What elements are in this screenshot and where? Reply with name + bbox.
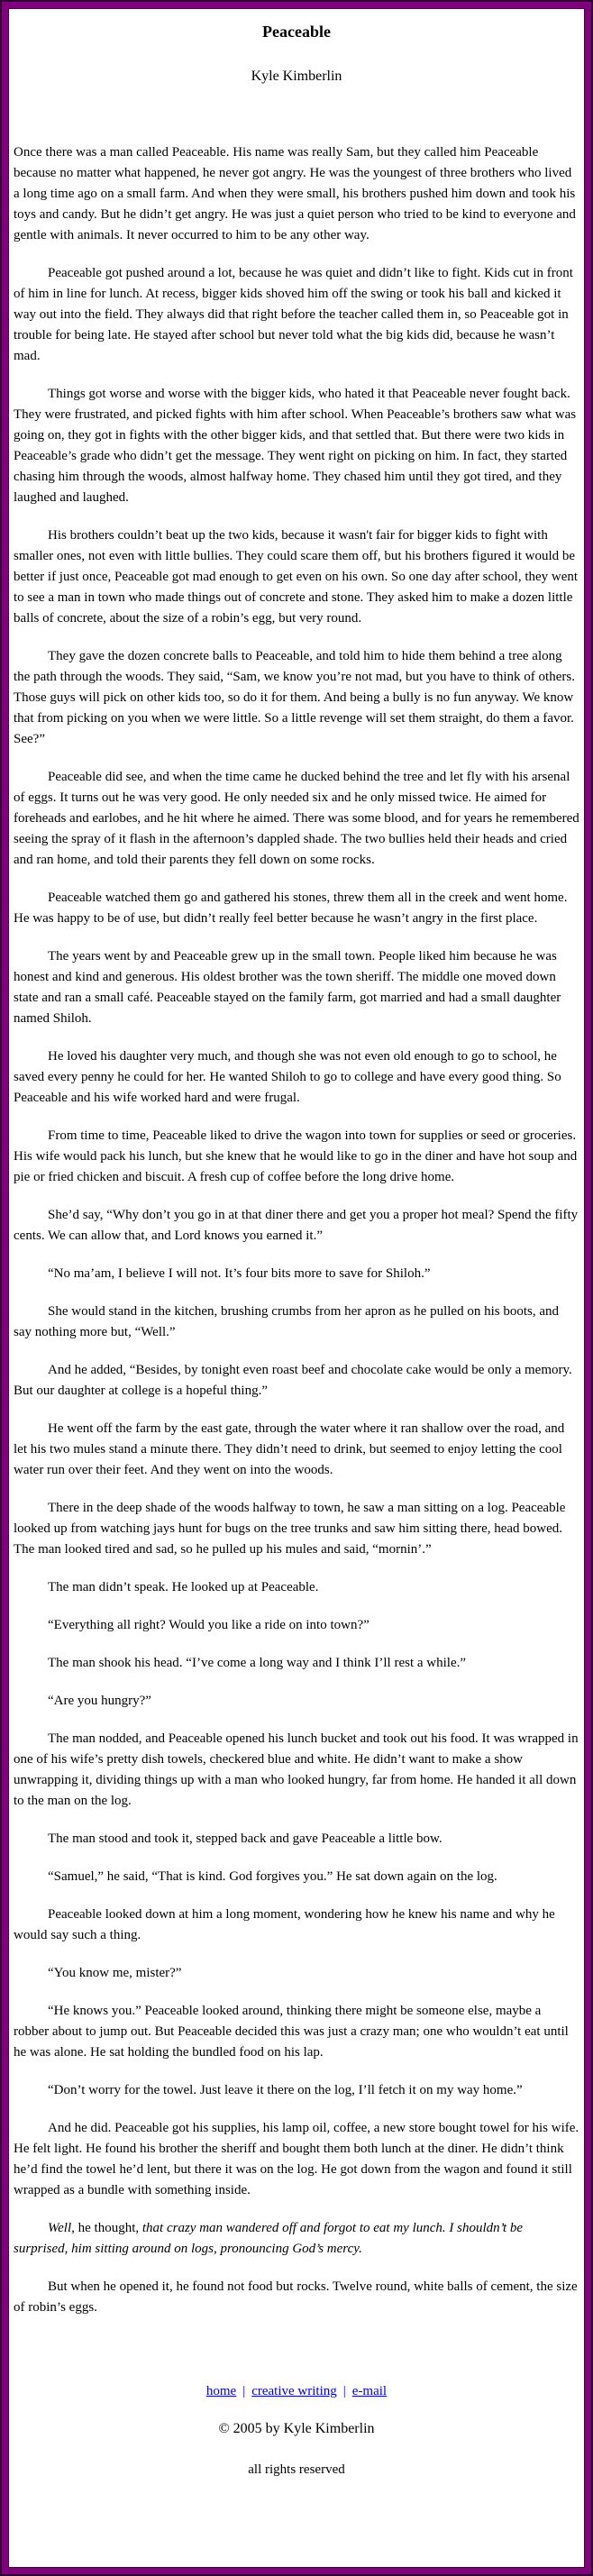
story-paragraph: [14, 1498, 579, 1560]
story-paragraph: [14, 1653, 579, 1674]
story-text: “You know me, mister?”: [48, 1966, 182, 1980]
story-paragraph: [14, 525, 579, 629]
story-text: From time to time, Peaceable liked to drive the wagon into town for supplies or seed or groceries. His wife would pack his lunch, but she knew that he would like to go in the diner and have hot soup and pie or fried chicken and biscuit. A fresh cup of coffee before the long drive home.: [14, 1128, 578, 1184]
story-paragraph: [14, 1577, 579, 1598]
story-paragraph: [14, 1419, 579, 1481]
story-text: But when he opened it, he found not food but rocks. Twelve round, white balls of cement, the size of robin’s eggs.: [14, 2279, 578, 2315]
story-body: [14, 142, 579, 2318]
story-paragraph: [14, 2080, 579, 2101]
story-paragraph: [14, 2277, 579, 2318]
story-text: Once there was a man called Peaceable. His name was really Sam, but they called him Peaceable because no matter what happened, he never got angry. He was the youngest of three brothers who lived a long time ago on a small farm. And when they were small, his brothers pushed him down and took his toys and candy. But he didn’t get angry. He was just a quiet person who tried to be kind to everyone and gentle with animals. It never occurred to him to be any other way.: [14, 145, 576, 242]
copyright-notice: © 2005 by Kyle Kimberlin: [218, 2421, 375, 2436]
story-paragraph: [14, 1867, 579, 1887]
story-paragraph: [14, 1264, 579, 1284]
author-byline: Kyle Kimberlin: [251, 69, 342, 84]
page-title: Peaceable: [262, 23, 331, 41]
story-paragraph: [14, 2118, 579, 2201]
story-paragraph: [14, 946, 579, 1029]
story-paragraph: [14, 384, 579, 508]
story-text: And he did. Peaceable got his supplies, his lamp oil, coffee, a new store bought towel for his wife. He felt light. He found his brother the sheriff and bought them both lunch at the diner. He didn’t think he’d find the towel he’d lent, but there it was on the log. He got down from the wagon and found it still wrapped as a bundle with something inside.: [14, 2121, 579, 2197]
story-text: His brothers couldn’t beat up the two kids, because it wasn't fair for bigger kids to fight with smaller ones, not even with little bullies. They could scare them off, but his brothers figured it would be better if just once, Peaceable got mad enough to get even on his own. So one day after school, they went to see a man in town who made things out of concrete and stone. They asked him to make a dozen little balls of concrete, about the size of a robin’s egg, but very round.: [14, 528, 579, 626]
footer-link-e-mail[interactable]: e-mail: [351, 2384, 388, 2398]
story-text: She’d say, “Why don’t you go in at that diner there and get you a proper hot meal? Spend the fifty cents. We can allow that, and Lord knows you earned it.”: [14, 1208, 579, 1243]
story-text: “Are you hungry?”: [48, 1694, 151, 1708]
story-text: They gave the dozen concrete balls to Peaceable, and told him to hide them behind a tree along the path through the woods. They said, “Sam, we know you’re not mad, but you have to think of others. Those guys will pick on other kids too, so do it for them. And being a bully is no fun anyway. We know that from picking on you when we were little. So a little revenge will set them straight, do them a favor. See?”: [14, 649, 575, 746]
story-text: Peaceable did see, and when the time came he ducked behind the tree and let fly with his arsenal of eggs. It turns out he was very good. He only needed six and he only missed twice. He aimed for foreheads and earlobes, and he hit where he aimed. There was some blood, and for years he remembered seeing the spray of it flash in the afternoon’s dappled shade. The two bullies held their heads and cried and ran home, and told their parents they fell down on some rocks.: [14, 770, 579, 867]
story-text: The years went by and Peaceable grew up in the small town. People liked him because he was honest and kind and generous. His oldest brother was the town sheriff. The middle one moved down state and ran a small café. Peaceable stayed on the family farm, got married and had a small daughter named Shiloh.: [14, 949, 561, 1026]
story-paragraph: [14, 1829, 579, 1850]
story-text: Peaceable watched them go and gathered his stones, threw them all in the creek and went home. He was happy to be of use, but didn’t really feel better because he wasn’t angry in the first place.: [14, 891, 568, 926]
story-paragraph: [14, 1360, 579, 1402]
story-text: “No ma’am, I believe I will not. It’s four bits more to save for Shiloh.”: [48, 1266, 431, 1281]
page-content: [8, 8, 585, 2568]
story-paragraph: [14, 1905, 579, 1946]
story-text: “He knows you.” Peaceable looked around, thinking there might be someone else, maybe a robber about to jump out. But Peaceable decided this was just a crazy man; one who wouldn’t eat until he was alone. He sat holding the bundled food on his lap.: [14, 2004, 569, 2060]
story-paragraph: [14, 646, 579, 750]
footer-nav: [14, 2381, 579, 2402]
story-text: She would stand in the kitchen, brushing crumbs from her apron as he pulled on his boots, and say nothing more but, “Well.”: [14, 1304, 559, 1339]
story-paragraph: [14, 1729, 579, 1812]
story-text: Peaceable got pushed around a lot, because he was quiet and didn’t like to fight. Kids cut in front of him in line for lunch. At recess, bigger kids shoved him off the swing or took his ball and kicked it way out into the field. They always did that right before the teacher called them in, so Peaceable got in trouble for being late. He stayed after school but never told what the big kids did, because he wasn’t mad.: [14, 266, 573, 363]
story-text: “Everything all right? Would you like a ride on into town?”: [48, 1618, 369, 1632]
story-text: The man nodded, and Peaceable opened his lunch bucket and took out his food. It was wrapped in one of his wife’s pretty dish towels, checkered blue and white. He didn’t want to make a show unwrapping it, dividing things up with a man who looked hungry, far from home. He handed it all down to the man on the log.: [14, 1731, 579, 1808]
footer-separator: |: [342, 2384, 346, 2398]
footer-link-creative-writing[interactable]: creative writing: [251, 2384, 337, 2398]
story-text: he thought,: [74, 2221, 142, 2235]
story-paragraph: [14, 263, 579, 367]
story-text-italic: Well,: [48, 2221, 75, 2235]
story-paragraph: [14, 1046, 579, 1109]
story-text: “Don’t worry for the towel. Just leave it there on the log, I’ll fetch it on my way home.”: [48, 2083, 523, 2097]
footer-link-home[interactable]: home: [205, 2384, 237, 2398]
story-text: The man didn’t speak. He looked up at Peaceable.: [48, 1580, 319, 1594]
story-paragraph: [14, 1205, 579, 1247]
story-text: He went off the farm by the east gate, through the water where it ran shallow over the road, and let his two mules stand a minute there. They didn’t need to drink, but seemed to enjoy letting the cool water run over their feet. And they went on into the woods.: [14, 1421, 565, 1477]
story-paragraph: [14, 1691, 579, 1712]
story-text: Peaceable looked down at him a long moment, wondering how he knew his name and why he would say such a thing.: [14, 1907, 555, 1942]
page-border: [2, 2, 591, 2574]
story-text: The man stood and took it, stepped back and gave Peaceable a little bow.: [48, 1832, 442, 1846]
story-text-italic: that crazy man wandered off and forgot to eat my lunch. I shouldn’t be surprised, him sitting around on logs, pronouncing God’s mercy.: [14, 2221, 524, 2256]
story-text: The man shook his head. “I’ve come a long way and I think I’ll rest a while.”: [48, 1656, 467, 1670]
story-paragraph: [14, 1963, 579, 1984]
story-paragraph: [14, 1126, 579, 1188]
story-text: There in the deep shade of the woods halfway to town, he saw a man sitting on a log. Peaceable looked up from watching jays hunt for bugs on the tree trunks and saw him sitting there, head bowed. The man looked tired and sad, so he pulled up his mules and said, “mornin’.”: [14, 1501, 566, 1557]
story-text: “Samuel,” he said, “That is kind. God forgives you.” He sat down again on the log.: [48, 1869, 497, 1884]
story-text: Things got worse and worse with the bigger kids, who hated it that Peaceable never fought back. They were frustrated, and picked fights with him after school. When Peaceable’s brothers saw what was going on, they got in fights with the other bigger kids, and that settled that. But there were two kids in Peaceable’s grade who didn’t get the message. They went right on picking on him. In fact, they started chasing him through the woods, almost halfway home. They chased him until they got tired, and they laughed and laughed.: [14, 387, 577, 505]
story-paragraph: [14, 2218, 579, 2260]
story-text: And he added, “Besides, by tonight even roast beef and chocolate cake would be only a memory. But our daughter at college is a hopeful thing.”: [14, 1363, 572, 1398]
footer-separator: |: [242, 2384, 246, 2398]
story-paragraph: [14, 1615, 579, 1636]
story-text: He loved his daughter very much, and though she was not even old enough to go to school, he saved every penny he could for her. He wanted Shiloh to go to college and have every good thing. So Peaceable and his wife worked hard and were frugal.: [14, 1049, 561, 1105]
story-paragraph: [14, 2001, 579, 2063]
story-paragraph: [14, 767, 579, 871]
story-paragraph: [14, 888, 579, 929]
rights-notice: all rights reserved: [248, 2462, 345, 2477]
story-paragraph: [14, 142, 579, 246]
story-paragraph: [14, 1302, 579, 1343]
